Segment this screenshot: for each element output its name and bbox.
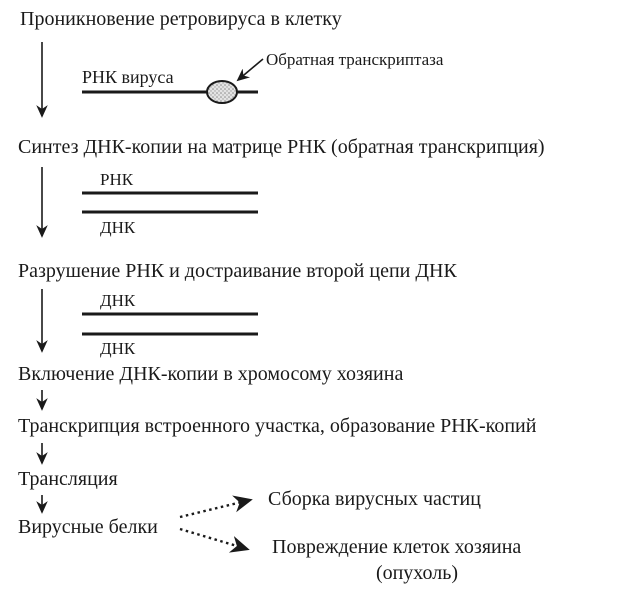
step-translation-heading: Трансляция — [18, 468, 118, 490]
enzyme-pointer-arrow-icon — [238, 59, 263, 80]
reverse-transcriptase-label: Обратная транскриптаза — [266, 50, 444, 69]
dna-strand-label: ДНК — [100, 339, 136, 358]
step-destruction-heading: Разрушение РНК и достраивание второй цепи ДНК — [18, 260, 457, 282]
reverse-transcriptase-blob — [207, 81, 237, 103]
outcome-assembly-label: Сборка вирусных частиц — [268, 488, 481, 510]
outcome-damage-label: Повреждение клеток хозяина — [272, 536, 522, 558]
step-synthesis-heading: Синтез ДНК-копии на матрице РНК (обратная транскрипция) — [18, 136, 545, 158]
dna-strand-label: ДНК — [100, 291, 136, 310]
dotted-arrow-icon — [180, 500, 250, 517]
dotted-arrow-icon — [180, 529, 247, 549]
step-proteins-heading: Вирусные белки — [18, 516, 158, 538]
rna-strand-label: РНК — [100, 170, 134, 189]
step-transcription-heading: Транскрипция встроенного участка, образование РНК-копий — [18, 415, 537, 437]
outcome-damage-note: (опухоль) — [375, 562, 459, 584]
step-integration-heading: Включение ДНК-копии в хромосому хозяина — [18, 363, 404, 385]
dna-strand-label: ДНК — [100, 218, 136, 237]
rna-virus-label: РНК вируса — [82, 67, 174, 87]
step-entry-heading: Проникновение ретровируса в клетку — [20, 8, 342, 30]
